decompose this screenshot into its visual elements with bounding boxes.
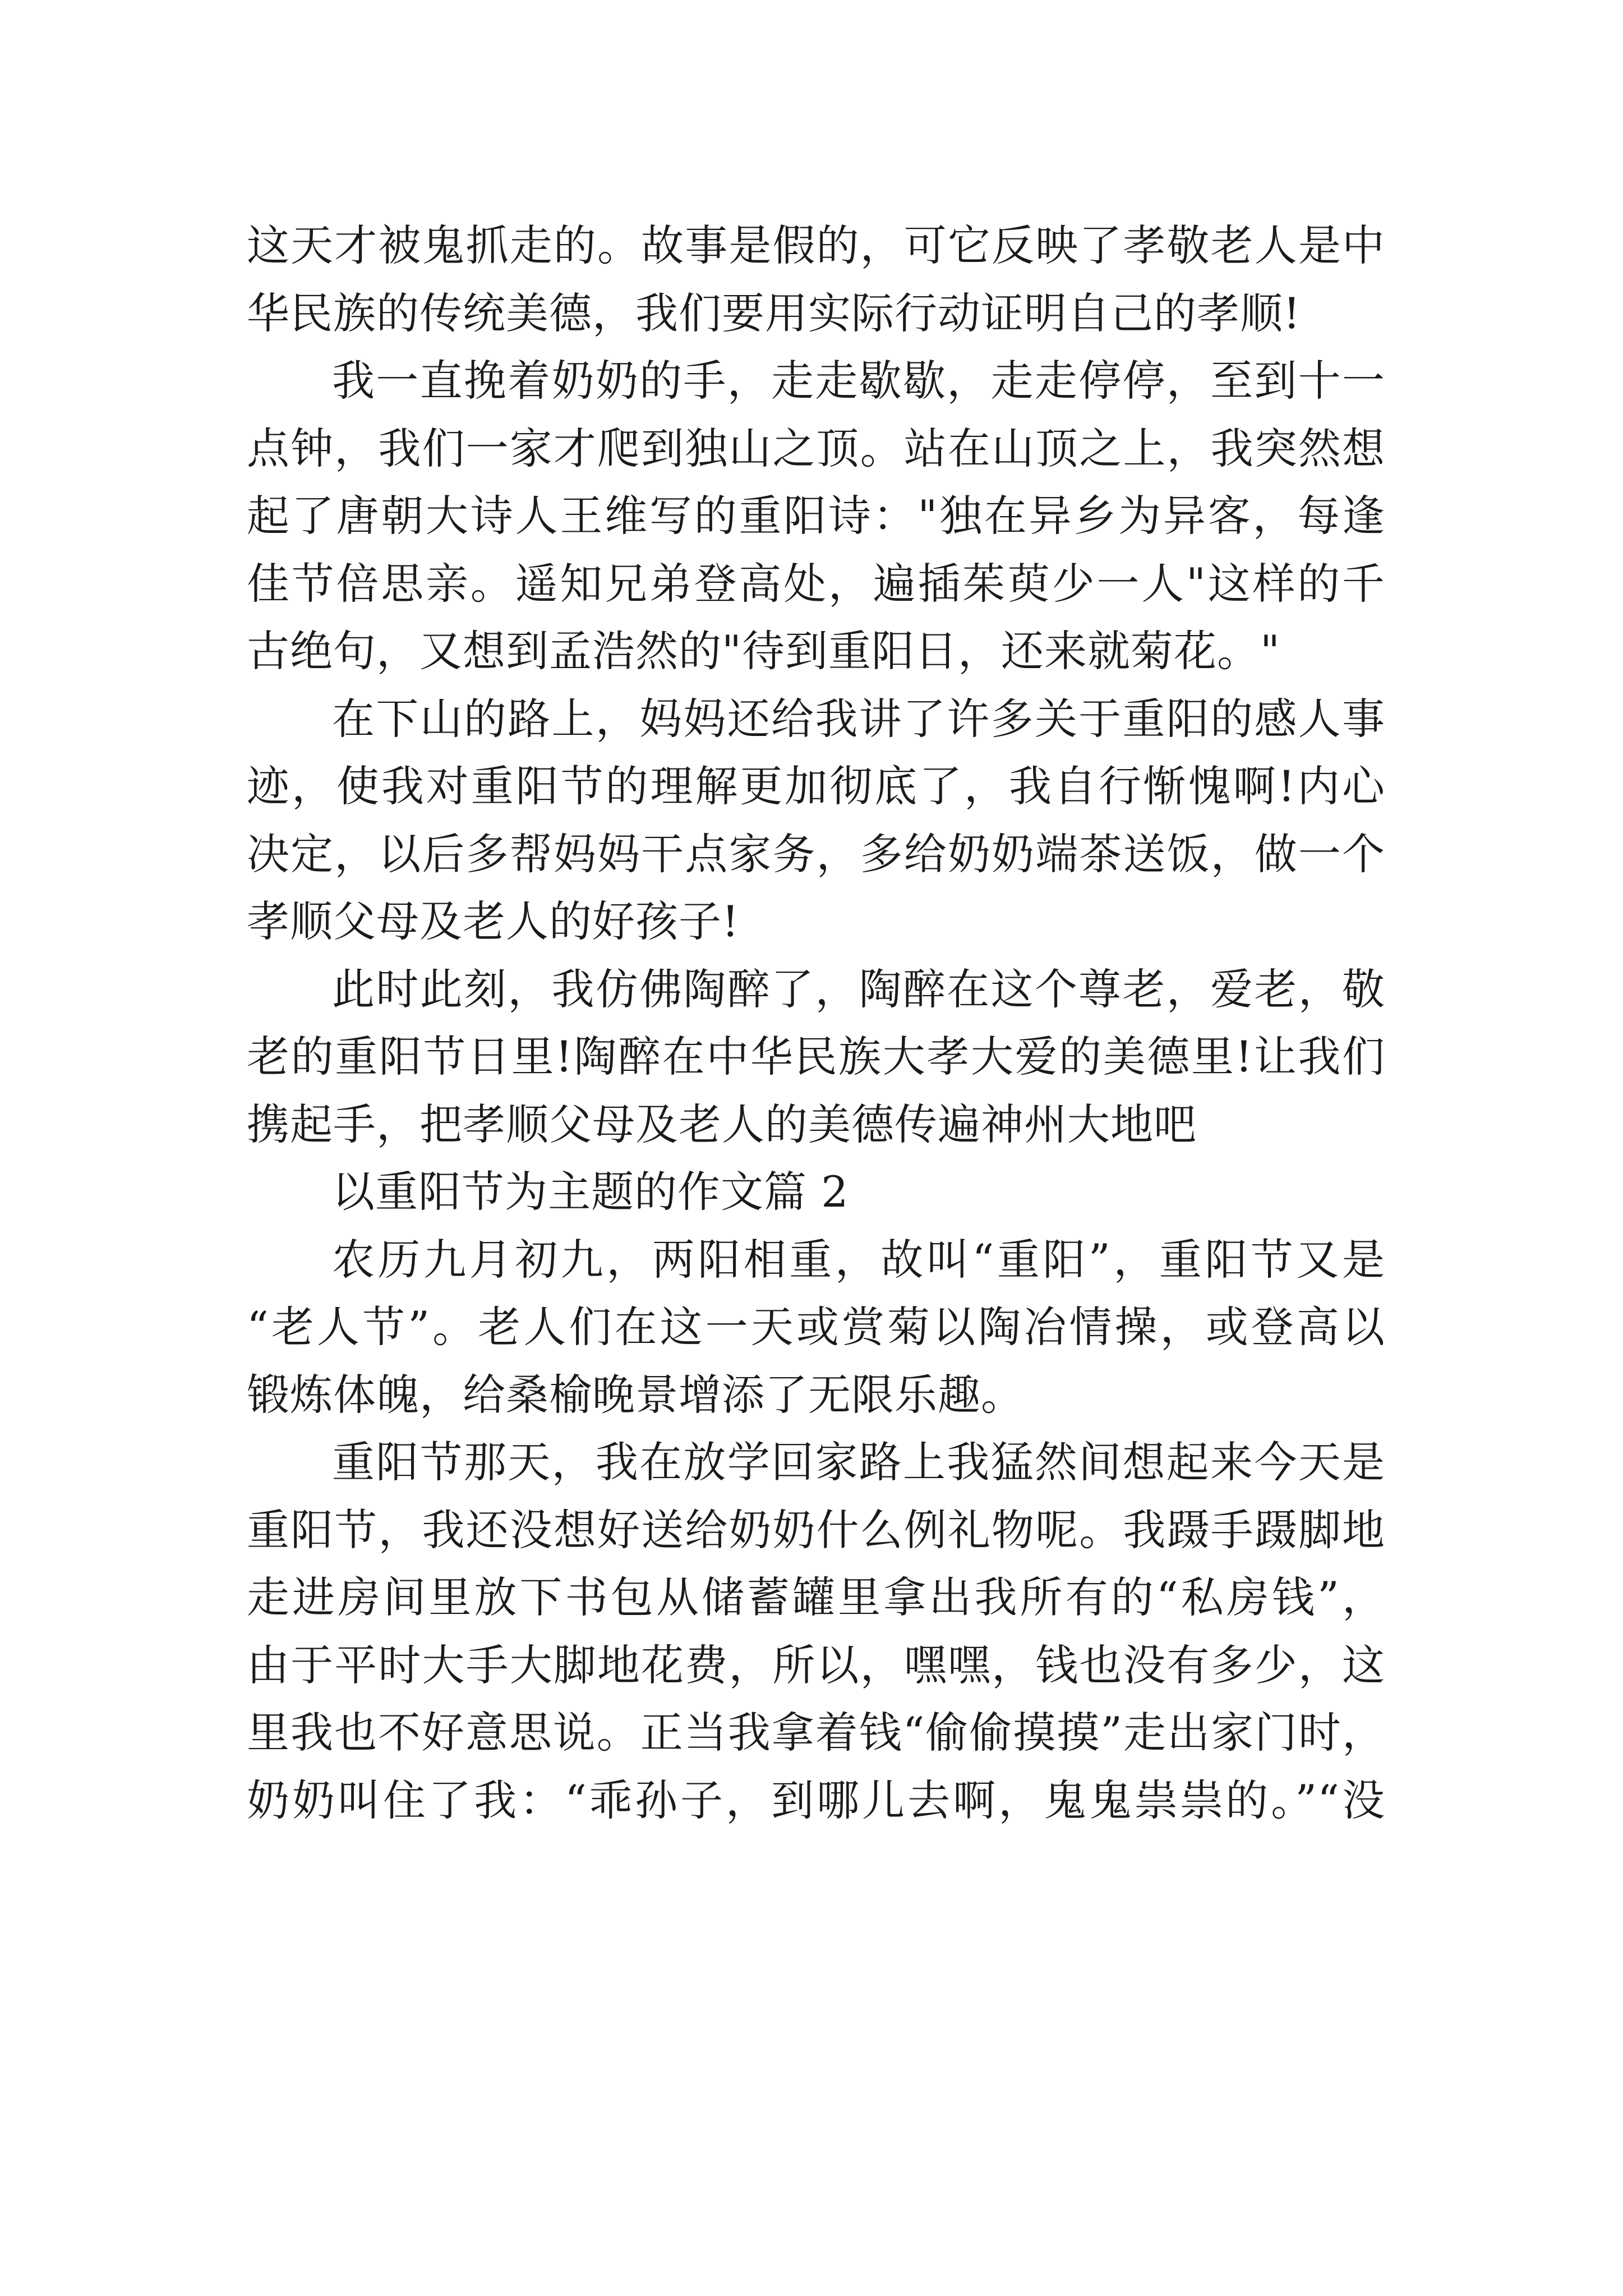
paragraph-first-line: 我一直挽着奶奶的手，走走歇歇，走走停停，至到十一 <box>332 356 1385 406</box>
text-line: 起了唐朝大诗人王维写的重阳诗："独在异乡为异客，每逢 <box>247 491 1385 541</box>
paragraph-first-line: 在下山的路上，妈妈还给我讲了许多关于重阳的感人事 <box>332 693 1385 744</box>
text-line: 由于平时大手大脚地花费，所以，嘿嘿，钱也没有多少，这 <box>247 1640 1385 1690</box>
section-heading: 以重阳节为主题的作文篇 2 <box>332 1167 849 1217</box>
paragraph-first-line: 农历九月初九，两阳相重，故叫“重阳”，重阳节又是 <box>332 1234 1385 1285</box>
paragraph-first-line: 此时此刻，我仿佛陶醉了，陶醉在这个尊老，爱老，敬 <box>332 964 1385 1014</box>
text-line: 里我也不好意思说。正当我拿着钱“偷偷摸摸”走出家门时， <box>247 1708 1385 1757</box>
document-body <box>247 212 1385 1834</box>
text-line: 这天才被鬼抓走的。故事是假的，可它反映了孝敬老人是中 <box>247 220 1385 270</box>
paragraph-first-line: 重阳节那天，我在放学回家路上我猛然间想起来今天是 <box>332 1437 1385 1487</box>
text-line: 锻炼体魄，给桑榆晚景增添了无限乐趣。 <box>247 1369 1024 1420</box>
text-line: 奶奶叫住了我：“乖孙子，到哪儿去啊，鬼鬼祟祟的。”“没 <box>247 1775 1385 1825</box>
text-line: “老人节”。老人们在这一天或赏菊以陶冶情操，或登高以 <box>247 1302 1385 1352</box>
text-line: 点钟，我们一家才爬到独山之顶。站在山顶之上，我突然想 <box>247 423 1385 473</box>
text-line: 孝顺父母及老人的好孩子! <box>247 896 740 946</box>
text-line: 携起手，把孝顺父母及老人的美德传遍神州大地吧 <box>247 1099 1197 1149</box>
text-line: 佳节倍思亲。遥知兄弟登高处，遍插茱萸少一人"这样的千 <box>247 558 1385 609</box>
text-line: 古绝句，又想到孟浩然的"待到重阳日，还来就菊花。" <box>247 626 1280 676</box>
text-line: 走进房间里放下书包从储蓄罐里拿出我所有的“私房钱”， <box>247 1572 1385 1622</box>
text-line: 决定，以后多帮妈妈干点家务，多给奶奶端茶送饭，做一个 <box>247 829 1385 879</box>
text-line: 老的重阳节日里!陶醉在中华民族大孝大爱的美德里!让我们 <box>247 1032 1385 1082</box>
text-line: 华民族的传统美德，我们要用实际行动证明自己的孝顺! <box>247 288 1301 338</box>
text-line: 迹，使我对重阳节的理解更加彻底了，我自行惭愧啊!内心 <box>247 761 1385 811</box>
text-line: 重阳节，我还没想好送给奶奶什么例礼物呢。我蹑手蹑脚地 <box>247 1504 1385 1555</box>
